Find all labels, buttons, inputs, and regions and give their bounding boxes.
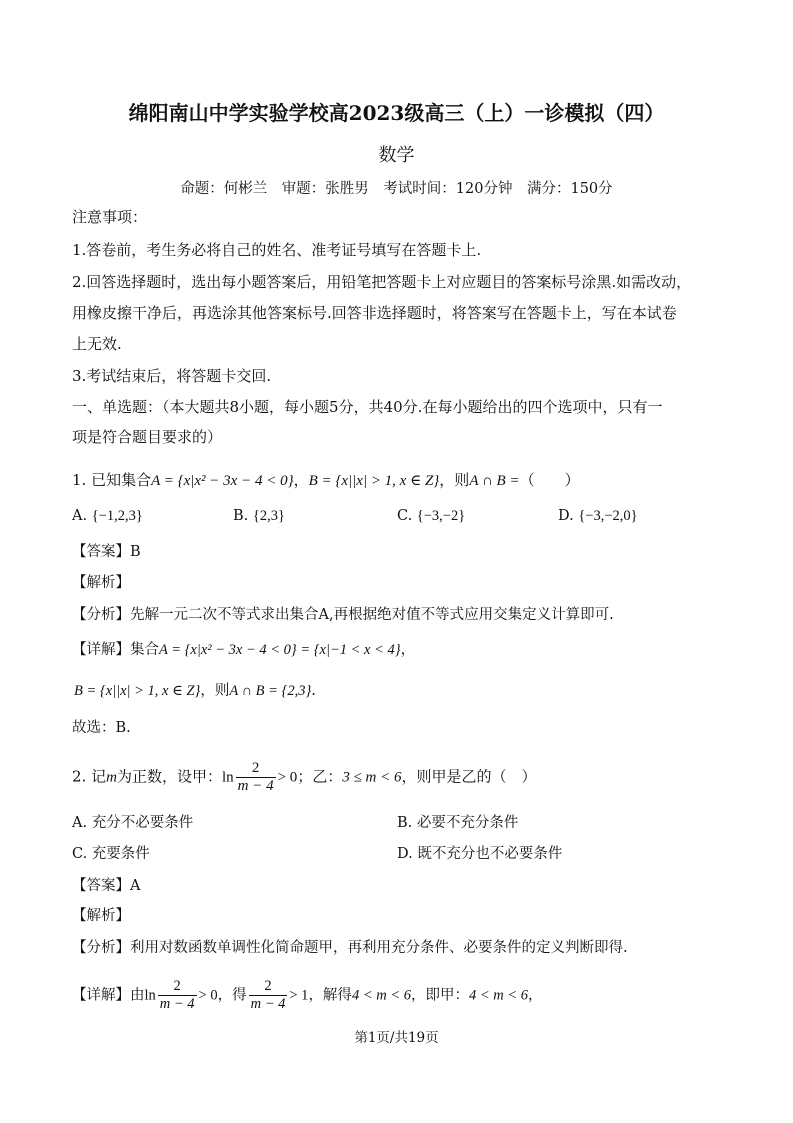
subject-title: 数学 (378, 145, 415, 166)
answer-tag: 【答案】 (72, 878, 130, 894)
option-value: {−3,−2} (416, 508, 466, 524)
page-footer: 第1页/共19页 (354, 1030, 439, 1046)
fenxi-tag: 【分析】 (72, 607, 130, 623)
question-2-option-c (72, 844, 150, 864)
detail-end: ， (400, 642, 416, 658)
question-1-option-a (72, 506, 143, 526)
notice-heading: 注意事项： (72, 208, 148, 226)
question-2-option-a (72, 813, 193, 833)
question-2 (72, 760, 537, 795)
question-1-answer (72, 542, 141, 562)
option-value: {2,3} (252, 508, 285, 524)
detail-fraction-2 (249, 978, 288, 1013)
fenxi-text: 利用对数函数单调性化简命题甲，再利用充分条件、必要条件的定义判断即得. (130, 940, 628, 956)
detail-ln: ln (144, 987, 156, 1004)
detail-range: 4 < m < 6 (351, 987, 411, 1004)
question-2-fenxi (72, 938, 628, 958)
option-label: C. (72, 846, 88, 862)
detail-text: ，解得 (308, 987, 352, 1004)
detail-text: ，即甲： (410, 987, 469, 1004)
question-1-analysis-tag: 【解析】 (72, 575, 130, 591)
question-2-text: 为正数，设甲： (116, 767, 222, 786)
notice-item-2-line-1: 2.回答选择题时，选出每小题答案后，用铅笔把答题卡上对应题目的答案标号涂黑.如需改动， (72, 273, 692, 291)
question-2-option-d (397, 844, 562, 864)
question-1 (72, 470, 580, 491)
option-label: B. (397, 815, 413, 831)
section-heading-line-2: 项是符合题目要求的） (72, 428, 223, 446)
notice-item-1: 1.答卷前，考生务必将自己的姓名、准考证号填写在答题卡上. (72, 241, 482, 259)
option-label: A. (72, 815, 88, 831)
question-1-option-b (233, 506, 285, 526)
question-2-text: ；乙： (297, 767, 343, 786)
fenxi-tag: 【分析】 (72, 940, 130, 956)
option-label: A. (72, 508, 88, 524)
question-1-detail-line-1 (72, 640, 415, 660)
question-1-option-c (397, 506, 465, 526)
detail-tag: 【详解】 (72, 642, 130, 658)
question-1-choose: 故选：B. (72, 720, 131, 736)
question-2-answer (72, 876, 140, 896)
fenxi-text: 先解一元二次不等式求出集合A,再根据绝对值不等式应用交集定义计算即可. (130, 607, 614, 623)
question-2-gt: > 0 (277, 769, 298, 786)
question-2-option-b (397, 813, 518, 833)
fraction-numerator: 2 (158, 978, 197, 996)
question-1-prefix: 1. 已知集合 (72, 471, 152, 489)
question-2-ln: ln (221, 769, 234, 786)
fraction-numerator: 2 (236, 760, 276, 778)
question-2-var: m (106, 769, 117, 786)
detail-math: B = {x||x| > 1, x ∈ Z} (74, 683, 201, 699)
option-label: B. (233, 508, 249, 524)
answer-value: A (130, 878, 141, 894)
question-1-detail-line-2 (74, 681, 316, 701)
detail-end: ， (528, 987, 543, 1004)
question-2-fraction (236, 760, 276, 795)
question-1-fenxi (72, 605, 614, 625)
fraction-denominator: m − 4 (159, 996, 195, 1012)
option-value: 充分不必要条件 (91, 815, 194, 831)
section-heading-line-1: 一、单选题：（本大题共8小题，每小题5分，共40分.在每小题给出的四个选项中，只有一 (72, 398, 663, 416)
fraction-numerator: 2 (249, 978, 288, 996)
notice-item-2-line-2: 用橡皮擦干净后，再选涂其他答案标号.回答非选择题时，将答案写在答题卡上，写在本试卷 (72, 304, 677, 322)
question-1-comma: ， (293, 471, 309, 489)
question-2-cond: 3 ≤ m < 6 (342, 769, 402, 786)
detail-gt: > 0 (198, 987, 218, 1004)
detail-end: . (311, 683, 316, 699)
question-1-set-b: B = {x||x| > 1, x ∈ Z} (308, 473, 440, 489)
option-label: D. (558, 508, 574, 524)
question-2-prefix: 2. 记 (72, 767, 107, 786)
question-2-detail (72, 978, 543, 1013)
question-1-paren: （ ） (519, 471, 580, 489)
fraction-denominator: m − 4 (250, 996, 286, 1012)
detail-tag: 【详解】 (72, 987, 130, 1004)
question-1-option-d (558, 506, 638, 526)
detail-math: A ∩ B = {2,3} (229, 683, 312, 699)
notice-item-3: 3.考试结束后，将答题卡交回. (72, 367, 272, 385)
notice-item-2-line-3: 上无效. (72, 335, 122, 353)
detail-range: 4 < m < 6 (468, 987, 529, 1004)
option-label: C. (397, 508, 413, 524)
option-label: D. (397, 846, 413, 862)
question-2-text: ，则甲是乙的（ ） (401, 767, 537, 786)
option-value: 必要不充分条件 (416, 815, 519, 831)
fraction-denominator: m − 4 (237, 778, 274, 794)
detail-text: ，得 (217, 987, 247, 1004)
detail-text: ，则 (200, 683, 230, 699)
detail-gt: > 1 (289, 987, 309, 1004)
question-1-ask-math: A ∩ B = (469, 473, 520, 489)
option-value: {−1,2,3} (91, 508, 143, 524)
exam-meta: 命题：何彬兰 审题：张胜男 考试时间：120分钟 满分：150分 (180, 181, 613, 197)
option-value: {−3,−2,0} (578, 508, 638, 524)
exam-title: 绵阳南山中学实验学校高2023级高三（上）一诊模拟（四） (128, 101, 665, 125)
question-2-analysis-tag: 【解析】 (72, 908, 130, 924)
detail-fraction-1 (158, 978, 197, 1013)
option-value: 既不充分也不必要条件 (417, 846, 563, 862)
question-1-ask: ，则 (439, 471, 470, 489)
detail-text: 集合 (130, 642, 159, 658)
answer-tag: 【答案】 (72, 544, 130, 560)
option-value: 充要条件 (91, 846, 150, 862)
question-1-set-a: A = {x|x² − 3x − 4 < 0} (151, 473, 294, 489)
answer-value: B (130, 544, 141, 560)
detail-text: 由 (130, 987, 145, 1004)
detail-math: A = {x|x² − 3x − 4 < 0} = {x|−1 < x < 4} (159, 642, 401, 658)
